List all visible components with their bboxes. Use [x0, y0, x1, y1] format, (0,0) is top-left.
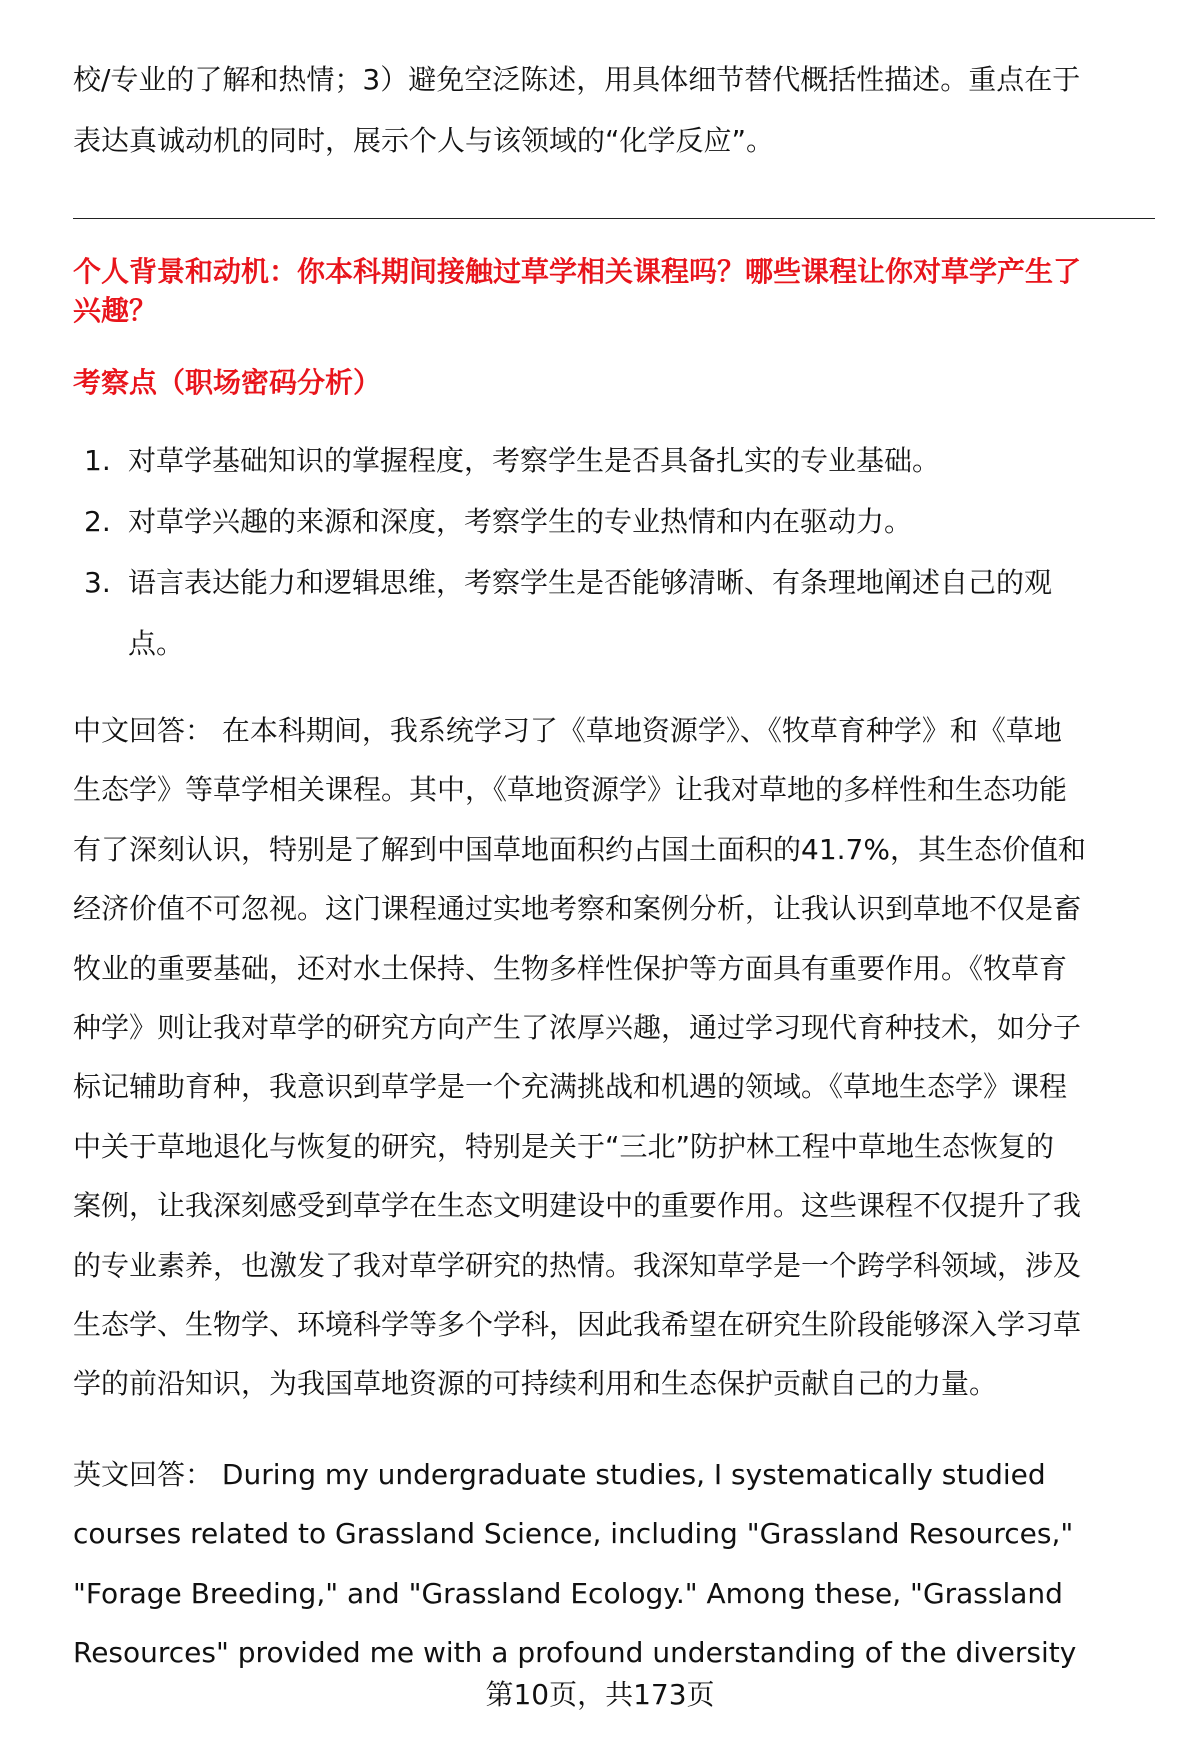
- english-answer-line: courses related to Grassland Science, including "Grassland Resources,": [73, 1517, 1074, 1551]
- list-item-number: 1.: [84, 444, 111, 477]
- english-answer-line: 英文回答： During my undergraduate studies, I systematically studied: [73, 1458, 1046, 1491]
- chinese-answer-line: 案例，让我深刻感受到草学在生态文明建设中的重要作用。这些课程不仅提升了我: [73, 1189, 1082, 1223]
- english-answer-line: "Forage Breeding," and "Grassland Ecology." Among these, "Grassland: [73, 1576, 1063, 1610]
- chinese-answer-line: 种学》则让我对草学的研究方向产生了浓厚兴趣，通过学习现代育种技术，如分子: [73, 1011, 1082, 1044]
- chinese-answer-line: 学的前沿知识，为我国草地资源的可持续利用和生态保护贡献自己的力量。: [73, 1367, 998, 1401]
- list-item-number: 2.: [84, 505, 111, 538]
- list-item-text: 点。: [128, 627, 185, 660]
- chinese-answer-line: 生态学、生物学、环境科学等多个学科，因此我希望在研究生阶段能够深入学习草: [73, 1308, 1082, 1341]
- chinese-answer-line: 牧业的重要基础，还对水土保持、生物多样性保护等方面具有重要作用。《牧草育: [73, 951, 1068, 985]
- chinese-answer-line: 生态学》等草学相关课程。其中，《草地资源学》让我对草地的多样性和生态功能: [73, 773, 1068, 807]
- list-item-text: 语言表达能力和逻辑思维，考察学生是否能够清晰、有条理地阐述自己的观: [128, 566, 1053, 599]
- chinese-answer-line: 中文回答： 在本科期间，我系统学习了《草地资源学》、《牧草育种学》和《草地: [73, 714, 1062, 747]
- section-divider: [73, 218, 1155, 219]
- question-heading-line: 兴趣？: [73, 294, 158, 327]
- english-answer-line: Resources" provided me with a profound understanding of the diversity: [73, 1636, 1077, 1670]
- assessment-heading: 考察点（职场密码分析）: [73, 366, 382, 399]
- list-item-text: 对草学基础知识的掌握程度，考察学生是否具备扎实的专业基础。: [128, 444, 941, 477]
- intro-text-line: 表达真诚动机的同时，展示个人与该领域的“化学反应”。: [73, 124, 775, 157]
- chinese-answer-line: 的专业素养，也激发了我对草学研究的热情。我深知草学是一个跨学科领域，涉及: [73, 1248, 1082, 1282]
- chinese-answer-line: 经济价值不可忽视。这门课程通过实地考察和案例分析，让我认识到草地不仅是畜: [73, 892, 1082, 926]
- intro-text-line: 校/专业的了解和热情；3）避免空泛陈述，用具体细节替代概括性描述。重点在于: [73, 63, 1081, 96]
- chinese-answer-line: 有了深刻认识，特别是了解到中国草地面积约占国土面积的41.7%，其生态价值和: [73, 832, 1086, 866]
- list-item-number: 3.: [84, 566, 111, 599]
- chinese-answer-line: 中关于草地退化与恢复的研究，特别是关于“三北”防护林工程中草地生态恢复的: [73, 1129, 1055, 1163]
- question-heading-line: 个人背景和动机：你本科期间接触过草学相关课程吗？哪些课程让你对草学产生了: [73, 255, 1082, 288]
- page-number-footer: 第10页，共173页: [485, 1678, 715, 1711]
- list-item-text: 对草学兴趣的来源和深度，考察学生的专业热情和内在驱动力。: [128, 505, 913, 538]
- chinese-answer-line: 标记辅助育种，我意识到草学是一个充满挑战和机遇的领域。《草地生态学》课程: [73, 1070, 1068, 1104]
